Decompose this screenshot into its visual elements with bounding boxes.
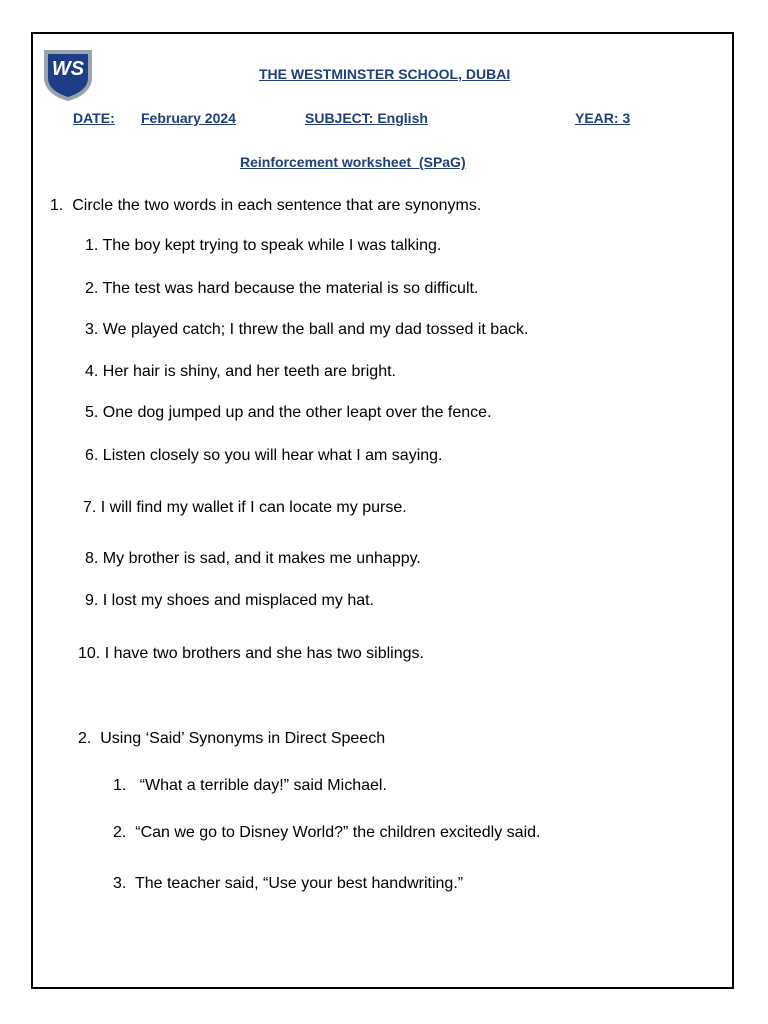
list-item: 4. Her hair is shiny, and her teeth are bright. [85, 363, 396, 380]
section1-heading: 1. Circle the two words in each sentence that are synonyms. [50, 197, 482, 214]
logo-text: WS [51, 58, 85, 80]
school-logo [42, 48, 94, 102]
list-item: 10. I have two brothers and she has two siblings. [78, 645, 424, 662]
school-name: THE WESTMINSTER SCHOOL, DUBAI [259, 66, 511, 82]
section2-heading: 2. Using ‘Said’ Synonyms in Direct Speech [78, 730, 386, 747]
subject-label: SUBJECT: English [305, 110, 428, 126]
year-label: YEAR: 3 [575, 110, 631, 126]
list-item: 5. One dog jumped up and the other leapt over the fence. [85, 404, 492, 421]
date-label: DATE: [73, 110, 115, 126]
list-item: 9. I lost my shoes and misplaced my hat. [85, 592, 375, 609]
list-item: 7. I will find my wallet if I can locate my purse. [83, 499, 407, 516]
list-item: 3. We played catch; I threw the ball and my dad tossed it back. [85, 321, 529, 338]
list-item: 2. The test was hard because the material is so difficult. [85, 280, 479, 297]
list-item: 3. The teacher said, “Use your best handwriting.” [113, 875, 464, 892]
list-item: 6. Listen closely so you will hear what I am saying. [85, 447, 443, 464]
list-item: 1. “What a terrible day!” said Michael. [113, 777, 387, 794]
list-item: 8. My brother is sad, and it makes me unhappy. [85, 550, 421, 567]
worksheet-title: Reinforcement worksheet (SPaG) [240, 154, 466, 170]
list-item: 1. The boy kept trying to speak while I was talking. [85, 237, 442, 254]
list-item: 2. “Can we go to Disney World?” the children excitedly said. [113, 824, 541, 841]
date-value: February 2024 [141, 110, 236, 126]
